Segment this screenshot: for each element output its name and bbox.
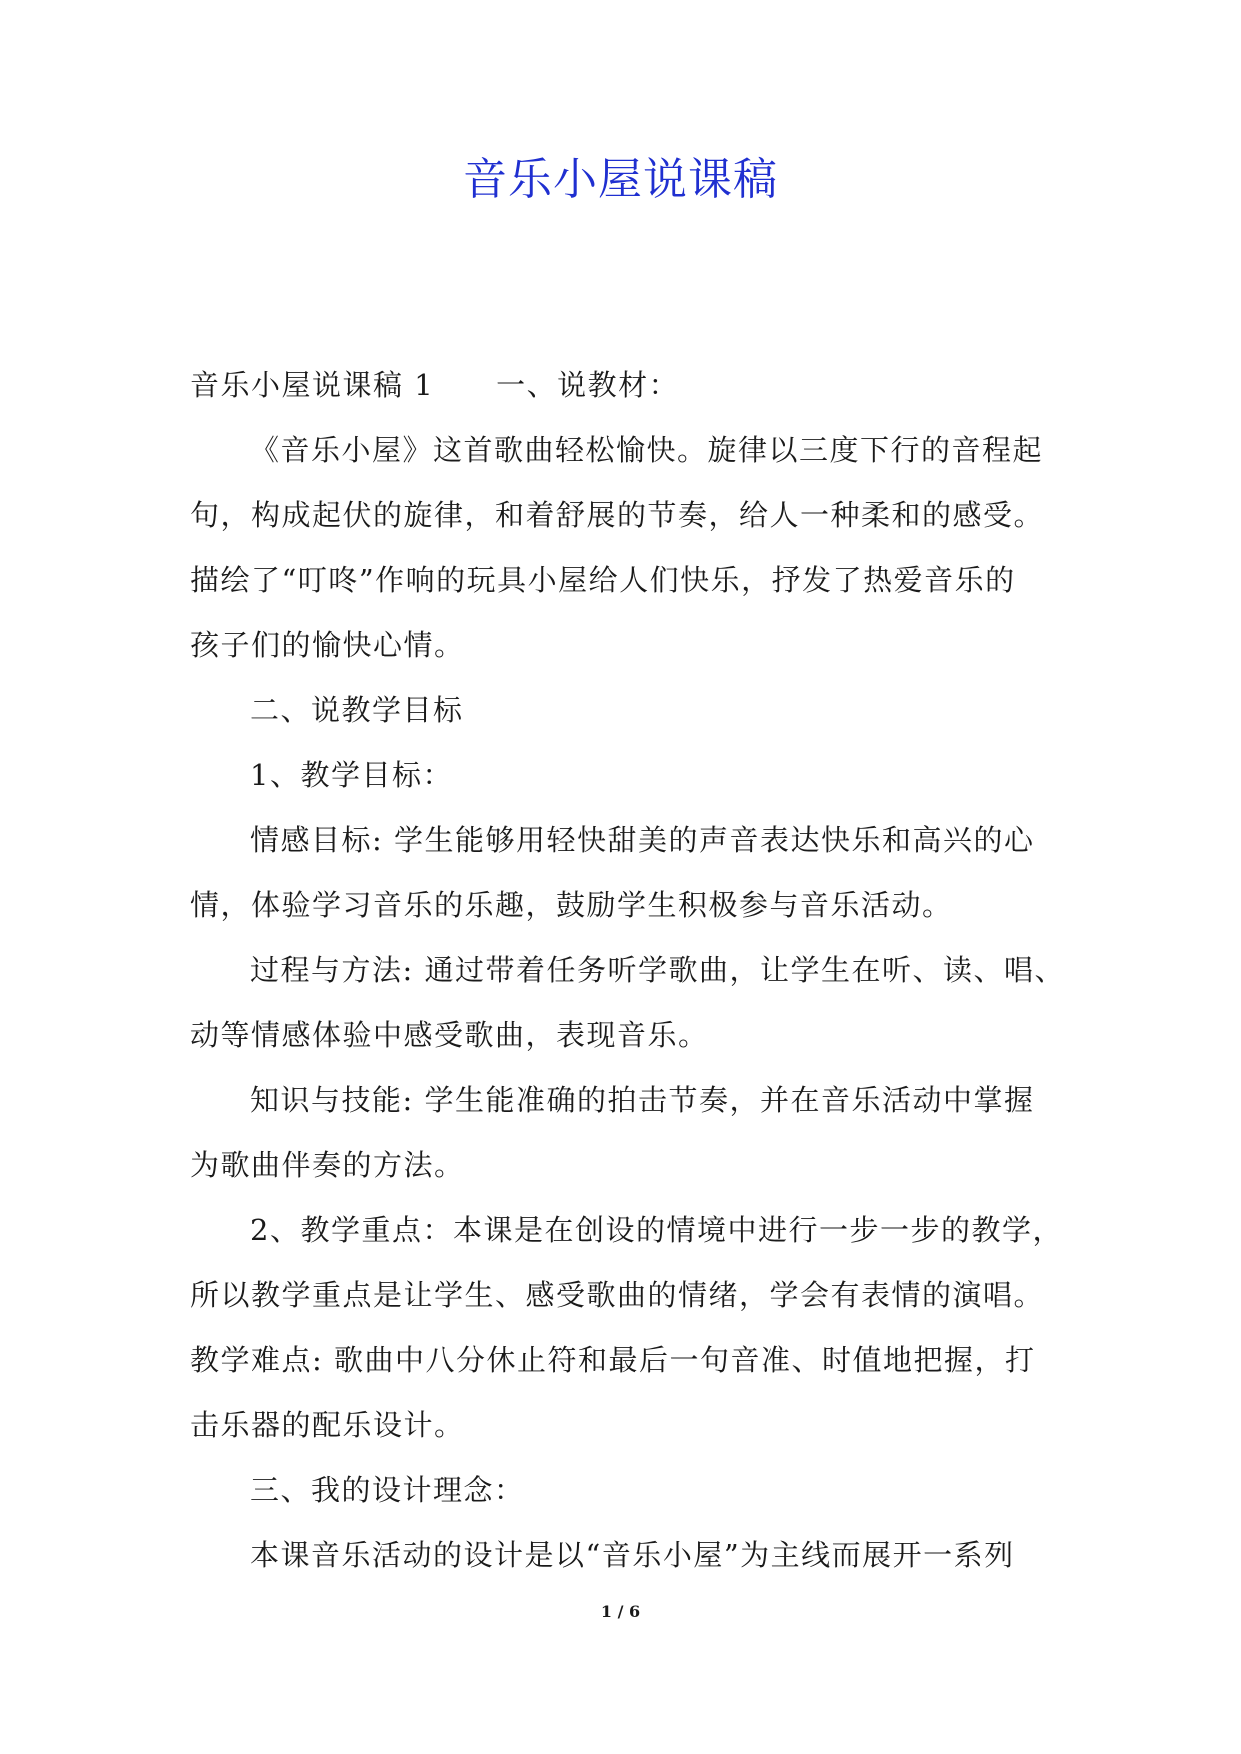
paragraph-line: 情感目标: 学生能够用轻快甜美的声音表达快乐和高兴的心 [250,823,1035,857]
paragraph-line: 《音乐小屋》这首歌曲轻松愉快。旋律以三度下行的音程起 [250,433,1044,467]
paragraph-line: 描绘了“叮咚”作响的玩具小屋给人们快乐，抒发了热爱音乐的 [190,563,1016,597]
paragraph-line [190,353,1060,418]
paragraph-line: 为歌曲伴奏的方法。 [190,1148,465,1182]
paragraph-line: 过程与方法: 通过带着任务听学歌曲，让学生在听、读、唱、 [250,953,1065,987]
paragraph-line: 孩子们的愉快心情。 [190,628,465,662]
document-title: 音乐小屋说课稿 [463,154,778,205]
section-heading: 三、我的设计理念： [250,1473,525,1507]
paragraph-line: 本课音乐活动的设计是以“音乐小屋”为主线而展开一系列 [250,1538,1015,1572]
subsection-heading: 1、教学目标： [250,758,453,792]
page-number: 1 / 6 [600,1602,641,1621]
paragraph-line: 句，构成起伏的旋律，和着舒展的节奏，给人一种柔和的感受。 [190,498,1045,532]
paragraph-line: 情，体验学习音乐的乐趣，鼓励学生积极参与音乐活动。 [190,888,953,922]
paragraph-line: 知识与技能: 学生能准确的拍击节奏，并在音乐活动中掌握 [250,1083,1035,1117]
section-heading: 二、说教学目标 [250,693,464,727]
paragraph-line: 所以教学重点是让学生、感受歌曲的情绪，学会有表情的演唱。 [190,1278,1045,1312]
paragraph-line: 动等情感体验中感受歌曲，表现音乐。 [190,1018,709,1052]
paragraph-line: 教学难点: 歌曲中八分休止符和最后一句音准、时值地把握，打 [190,1343,1036,1377]
paragraph-line: 击乐器的配乐设计。 [190,1408,465,1442]
document-body [190,353,1065,1588]
paragraph-line: 2、教学重点：本课是在创设的情境中进行一步一步的教学， [250,1213,1063,1247]
section-heading: 音乐小屋说课稿 1 [190,368,435,402]
section-subheading: 一、说教材： [496,368,680,402]
